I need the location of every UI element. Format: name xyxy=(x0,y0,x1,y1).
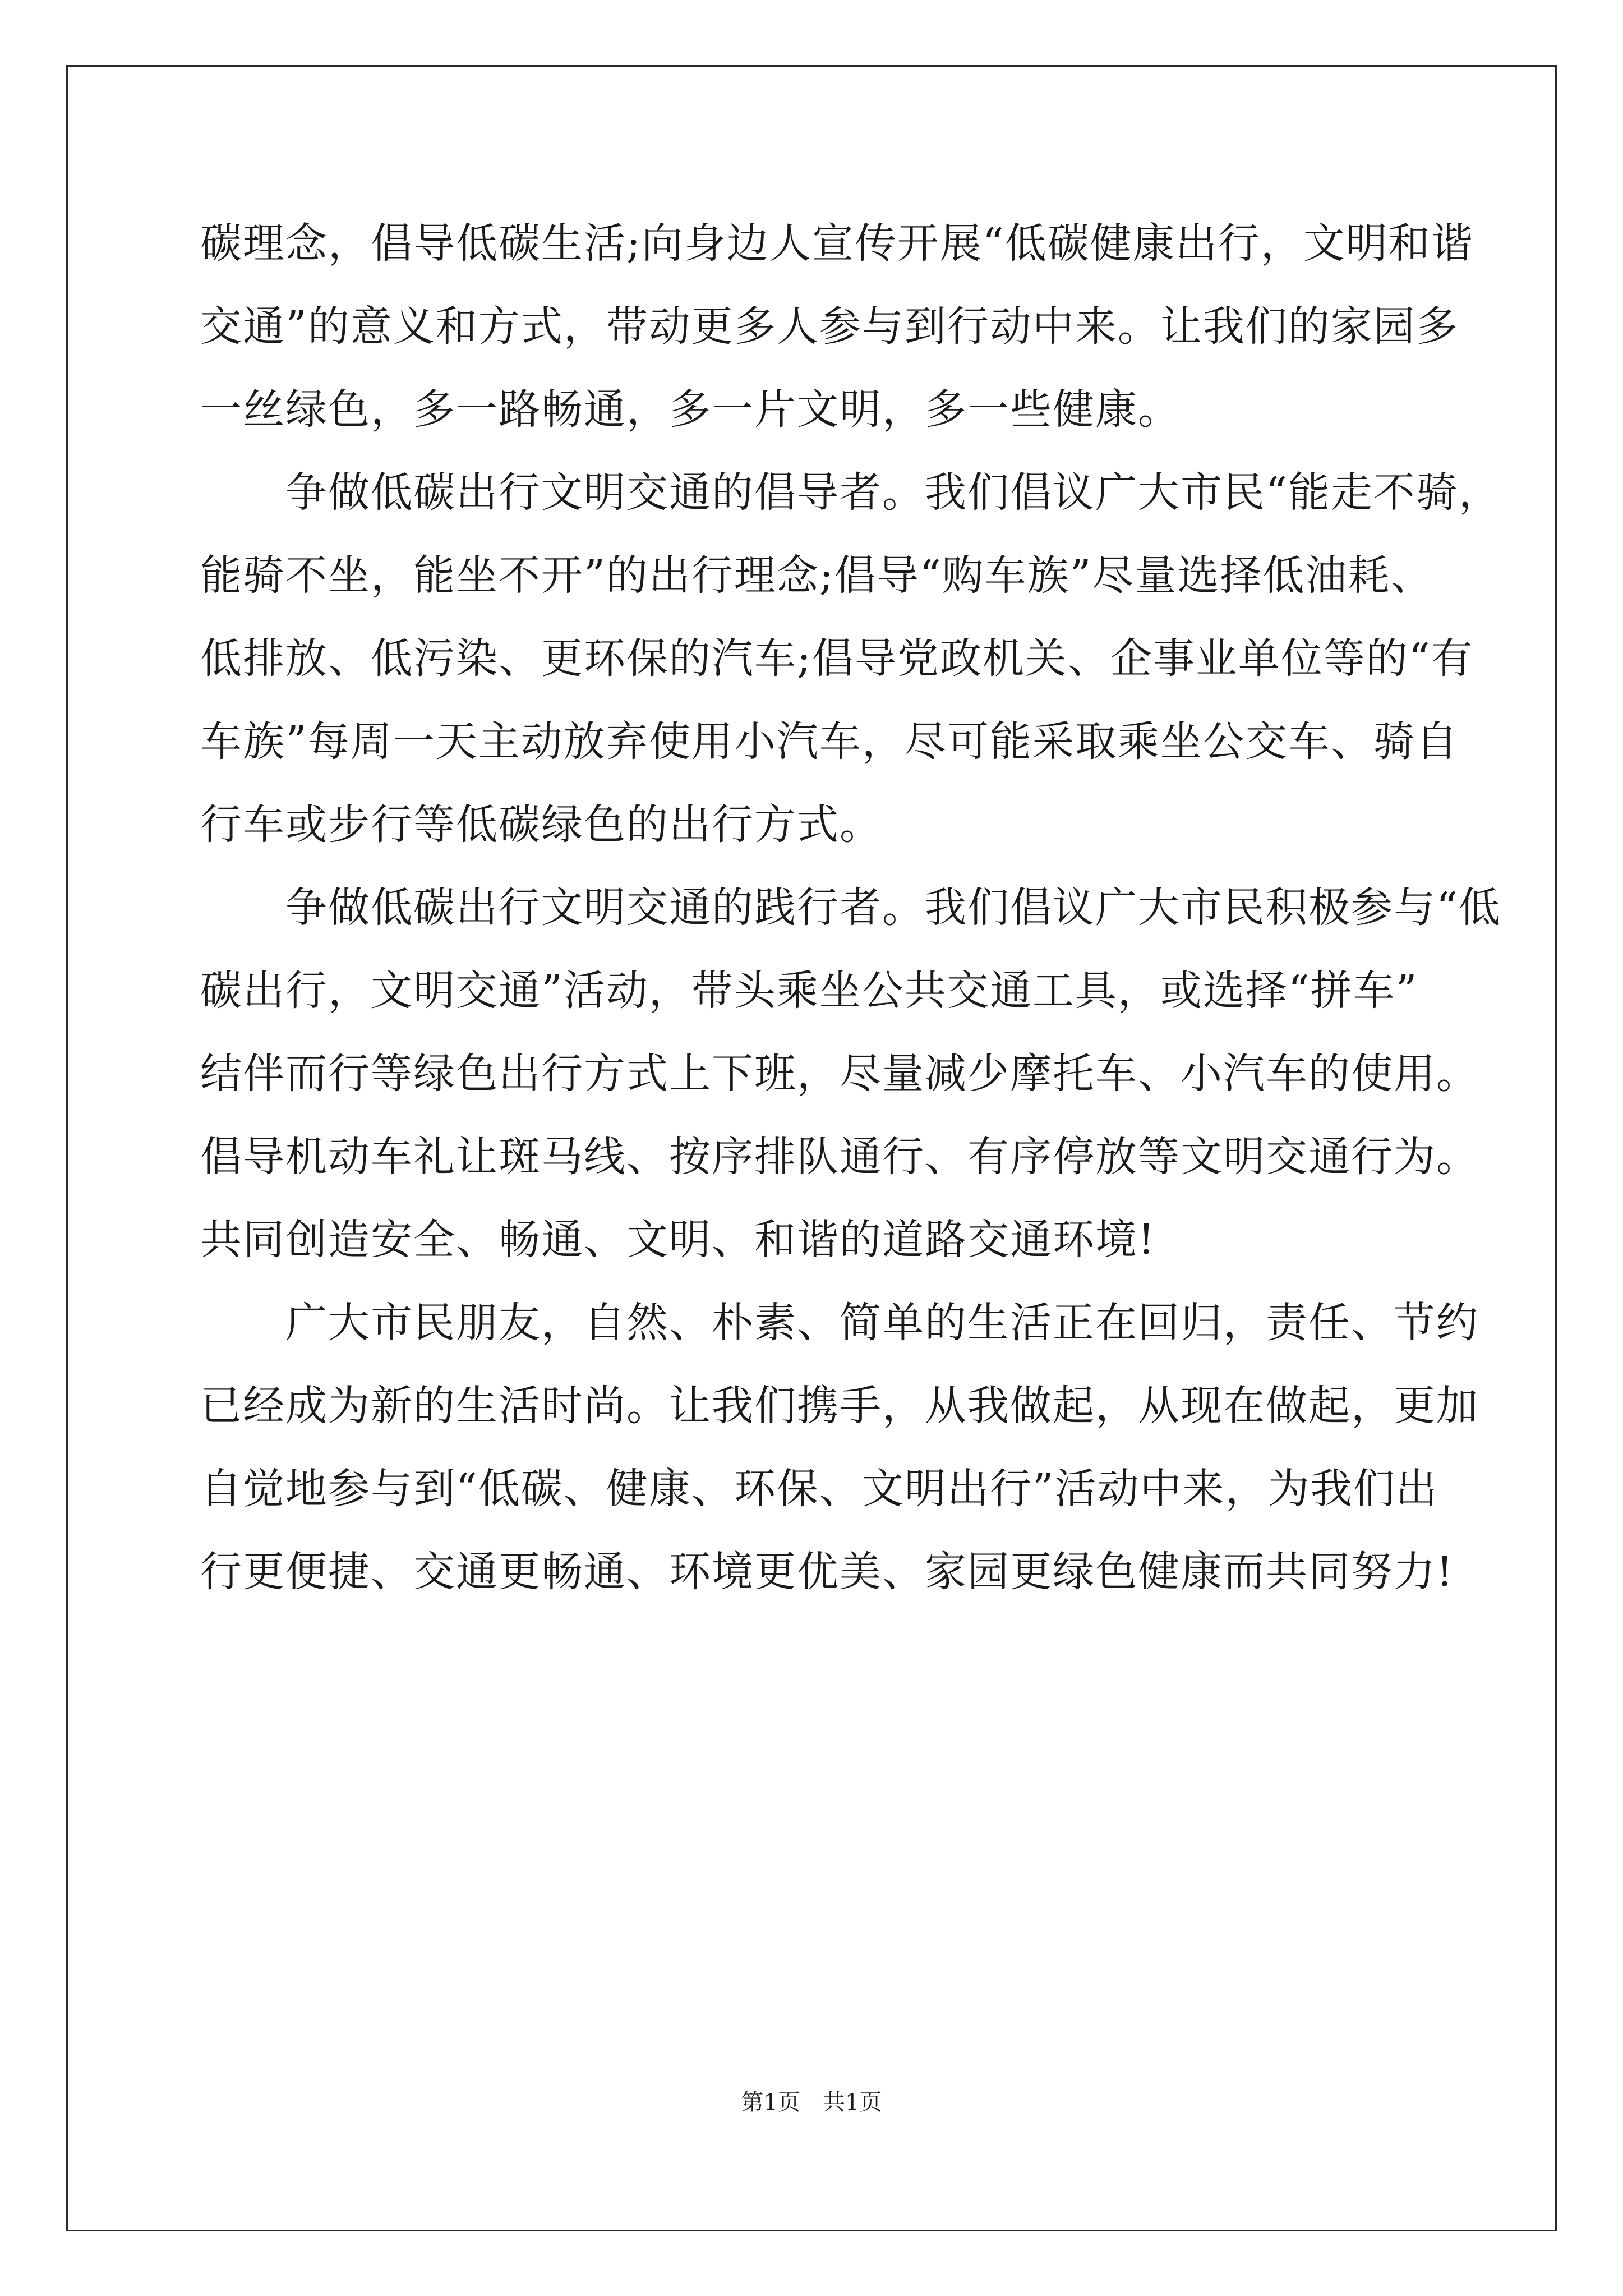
text-line: 低排放、低污染、更环保的汽车;倡导党政机关、企事业单位等的“有 xyxy=(200,634,1474,683)
text-line: 碳出行，文明交通”活动，带头乘坐公共交通工具，或选择“拼车” xyxy=(200,967,1418,1015)
text-line: 已经成为新的生活时尚。让我们携手，从我做起，从现在做起，更加 xyxy=(200,1382,1479,1430)
text-line: 争做低碳出行文明交通的践行者。我们倡议广大市民积极参与“低 xyxy=(200,884,1501,932)
text-line: 行车或步行等低碳绿色的出行方式。 xyxy=(200,800,882,849)
text-line: 自觉地参与到“低碳、健康、环保、文明出行”活动中来，为我们出 xyxy=(200,1465,1438,1513)
document-body xyxy=(200,202,1501,1613)
text-line: 交通”的意义和方式，带动更多人参与到行动中来。让我们的家园多 xyxy=(200,302,1459,351)
page-number-footer: 第1页 共1页 xyxy=(741,2090,882,2115)
text-line: 一丝绿色，多一路畅通，多一片文明，多一些健康。 xyxy=(200,385,1181,434)
text-line: 广大市民朋友，自然、朴素、简单的生活正在回归，责任、节约 xyxy=(200,1299,1479,1347)
text-line: 共同创造安全、畅通、文明、和谐的道路交通环境! xyxy=(200,1216,1156,1264)
text-line: 碳理念，倡导低碳生活;向身边人宣传开展“低碳健康出行，文明和谐 xyxy=(200,219,1474,268)
text-line: 结伴而行等绿色出行方式上下班，尽量减少摩托车、小汽车的使用。 xyxy=(200,1050,1479,1098)
text-line: 车族”每周一天主动放弃使用小汽车，尽可能采取乘坐公交车、骑自 xyxy=(200,717,1459,766)
text-line: 能骑不坐，能坐不开”的出行理念;倡导“购车族”尽量选择低油耗、 xyxy=(200,551,1433,600)
text-line: 倡导机动车礼让斑马线、按序排队通行、有序停放等文明交通行为。 xyxy=(200,1133,1479,1181)
text-line: 争做低碳出行文明交通的倡导者。我们倡议广大市民“能走不骑， xyxy=(200,468,1501,517)
text-line: 行更便捷、交通更畅通、环境更优美、家园更绿色健康而共同努力! xyxy=(200,1548,1454,1596)
